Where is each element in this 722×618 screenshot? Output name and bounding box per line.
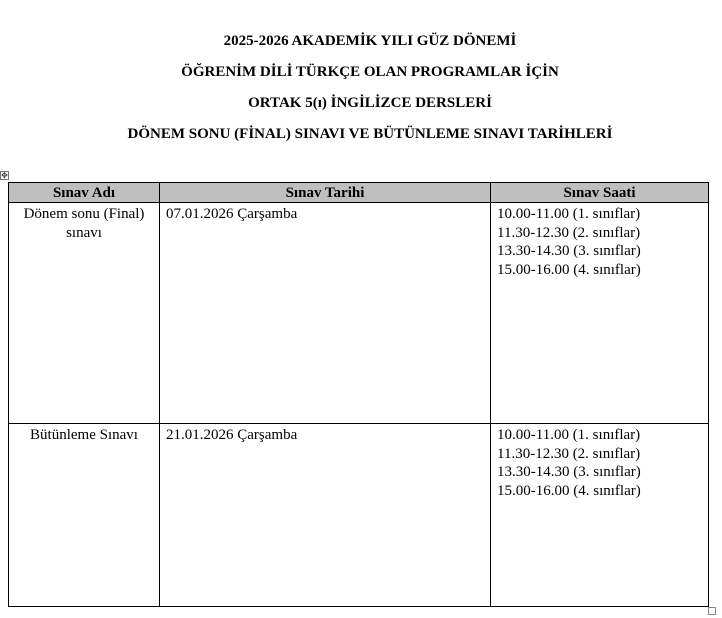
time-slot: 13.30-14.30 (3. sınıflar) [497,243,641,259]
time-slot: 13.30-14.30 (3. sınıflar) [497,464,641,480]
time-slot: 11.30-12.30 (2. sınıflar) [497,445,641,462]
header-exam-dates: DÖNEM SONU (FİNAL) SINAVI VE BÜTÜNLEME SINAVI TARİHLERİ [127,126,613,142]
column-header-exam-name: Sınav Adı [9,183,160,203]
exam-name-cell: Dönem sonu (Final) sınavı [9,203,160,424]
column-header-exam-time: Sınav Saati [491,183,709,203]
exam-date-cell: 21.01.2026 Çarşamba [160,424,491,607]
move-arrows-icon[interactable]: ✥ [1,171,8,180]
time-slot: 10.00-11.00 (1. sınıflar) [497,427,641,443]
exam-date-cell: 07.01.2026 Çarşamba [160,203,491,424]
time-slot: 15.00-16.00 (4. sınıflar) [497,482,641,499]
resize-handle-icon[interactable] [708,607,716,615]
table-row [9,424,709,607]
header-academic-year: 2025-2026 AKADEMİK YILI GÜZ DÖNEMİ [223,33,517,49]
time-slot: 10.00-11.00 (1. sınıflar) [497,206,641,222]
exam-time-cell [491,203,709,424]
exam-schedule-table [8,182,709,607]
header-programs: ÖĞRENİM DİLİ TÜRKÇE OLAN PROGRAMLAR İÇİN [181,64,559,80]
document-header [0,30,722,146]
exam-time-cell [491,424,709,607]
time-slot: 11.30-12.30 (2. sınıflar) [497,224,641,241]
header-course: ORTAK 5(ı) İNGİLİZCE DERSLERİ [248,95,492,111]
table-header-row [9,183,709,203]
exam-name-cell: Bütünleme Sınavı [9,424,160,607]
column-header-exam-date: Sınav Tarihi [160,183,491,203]
time-slot: 15.00-16.00 (4. sınıflar) [497,261,641,278]
table-row [9,203,709,424]
